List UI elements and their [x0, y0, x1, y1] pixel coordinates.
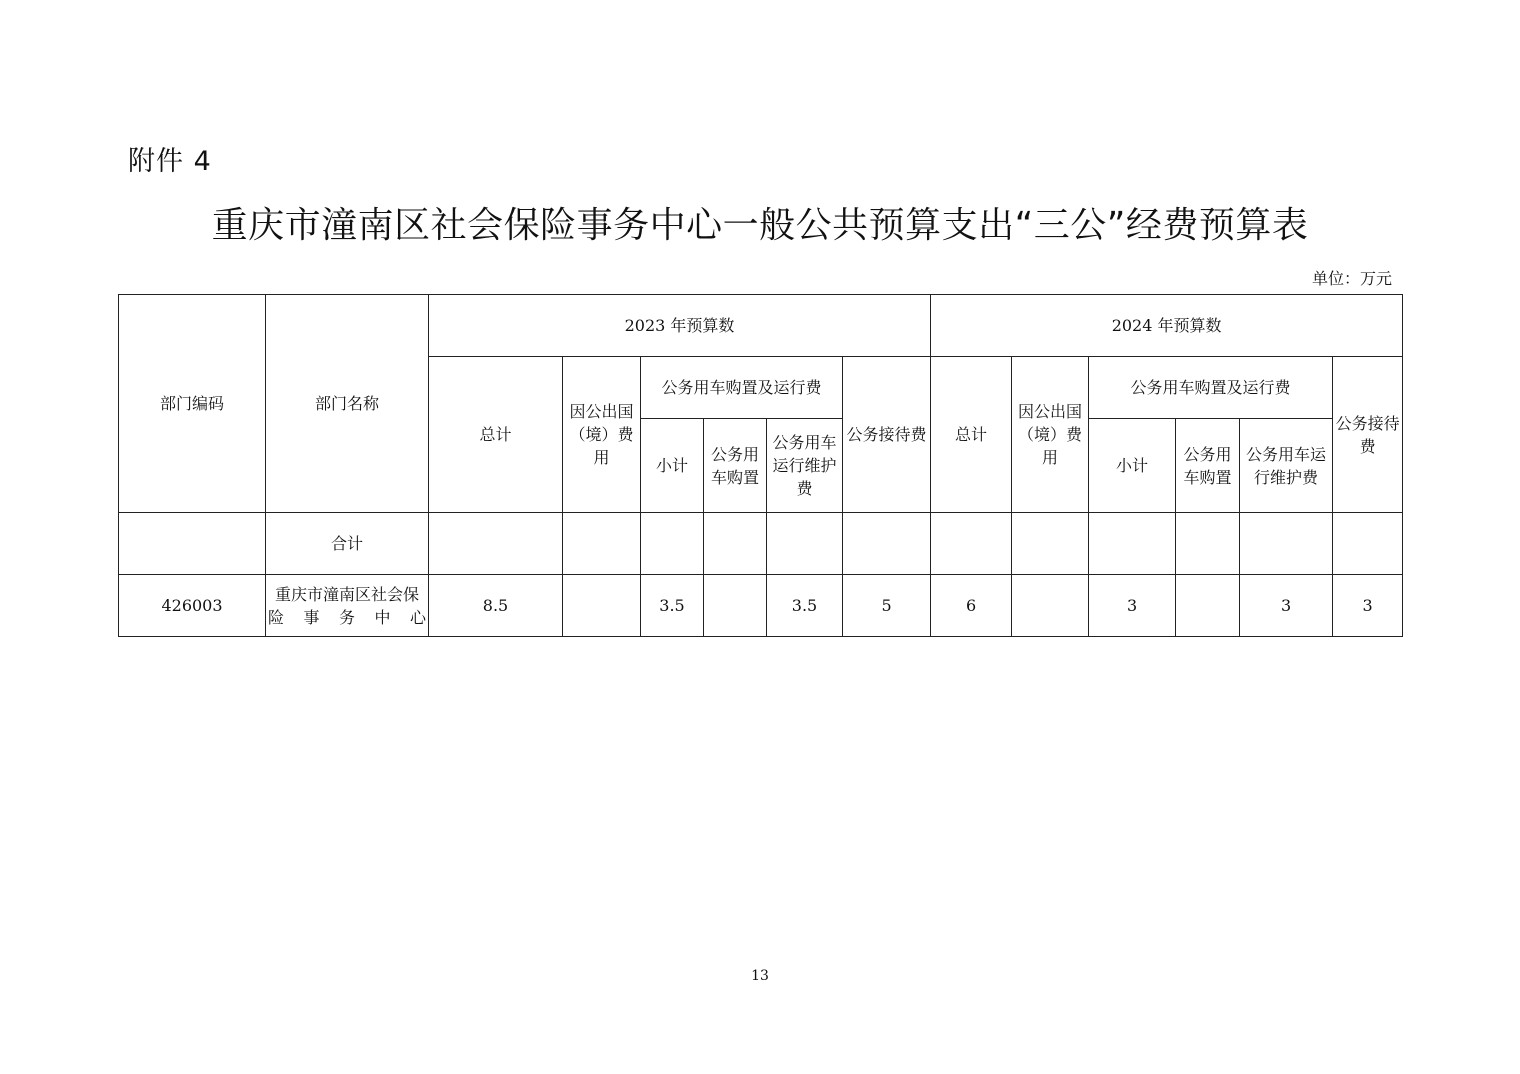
total-row-label: 合计 — [266, 513, 429, 575]
total-cell — [1333, 513, 1403, 575]
total-cell — [931, 513, 1012, 575]
header-2023-budget: 2023 年预算数 — [429, 295, 931, 357]
header-2023-abroad: 因公出国（境）费用 — [563, 357, 641, 513]
total-cell — [704, 513, 767, 575]
header-2024-total: 总计 — [931, 357, 1012, 513]
total-cell — [1012, 513, 1089, 575]
total-cell — [843, 513, 931, 575]
value-2023-reception: 5 — [843, 575, 931, 637]
header-2024-vehicle-group: 公务用车购置及运行费 — [1089, 357, 1333, 419]
budget-table — [118, 294, 1403, 637]
value-2023-purchase — [704, 575, 767, 637]
value-2024-abroad — [1012, 575, 1089, 637]
header-2024-vehicle-purchase: 公务用车购置 — [1176, 419, 1240, 513]
page-number: 13 — [751, 968, 769, 984]
total-cell — [641, 513, 704, 575]
header-2023-vehicle-maintenance: 公务用车运行维护费 — [767, 419, 843, 513]
value-2023-total: 8.5 — [429, 575, 563, 637]
header-2023-total: 总计 — [429, 357, 563, 513]
value-2023-abroad — [563, 575, 641, 637]
header-2024-budget: 2024 年预算数 — [931, 295, 1403, 357]
header-2023-vehicle-group: 公务用车购置及运行费 — [641, 357, 843, 419]
dept-code-cell: 426003 — [119, 575, 266, 637]
total-cell — [1240, 513, 1333, 575]
header-dept-name: 部门名称 — [266, 295, 429, 513]
header-2024-abroad: 因公出国（境）费用 — [1012, 357, 1089, 513]
dept-name-cell: 重庆市潼南区社会保险事务中心 — [266, 575, 429, 637]
value-2024-maintenance: 3 — [1240, 575, 1333, 637]
value-2024-purchase — [1176, 575, 1240, 637]
total-cell — [767, 513, 843, 575]
table-row — [119, 575, 1403, 637]
value-2023-subtotal: 3.5 — [641, 575, 704, 637]
value-2023-maintenance: 3.5 — [767, 575, 843, 637]
total-cell — [1089, 513, 1176, 575]
total-cell — [563, 513, 641, 575]
value-2024-reception: 3 — [1333, 575, 1403, 637]
header-2023-vehicle-purchase: 公务用车购置 — [704, 419, 767, 513]
header-2024-subtotal: 小计 — [1089, 419, 1176, 513]
total-row-code — [119, 513, 266, 575]
value-2024-subtotal: 3 — [1089, 575, 1176, 637]
header-2023-subtotal: 小计 — [641, 419, 704, 513]
attachment-label: 附件 4 — [128, 146, 212, 177]
page-title: 重庆市潼南区社会保险事务中心一般公共预算支出“三公”经费预算表 — [211, 205, 1309, 246]
total-row — [119, 513, 1403, 575]
total-cell — [429, 513, 563, 575]
value-2024-total: 6 — [931, 575, 1012, 637]
unit-label: 单位：万元 — [1311, 269, 1392, 288]
header-2024-reception: 公务接待费 — [1333, 357, 1403, 513]
header-2024-vehicle-maintenance: 公务用车运行维护费 — [1240, 419, 1333, 513]
total-cell — [1176, 513, 1240, 575]
header-2023-reception: 公务接待费 — [843, 357, 931, 513]
header-row-years — [119, 295, 1403, 357]
header-dept-code: 部门编码 — [119, 295, 266, 513]
